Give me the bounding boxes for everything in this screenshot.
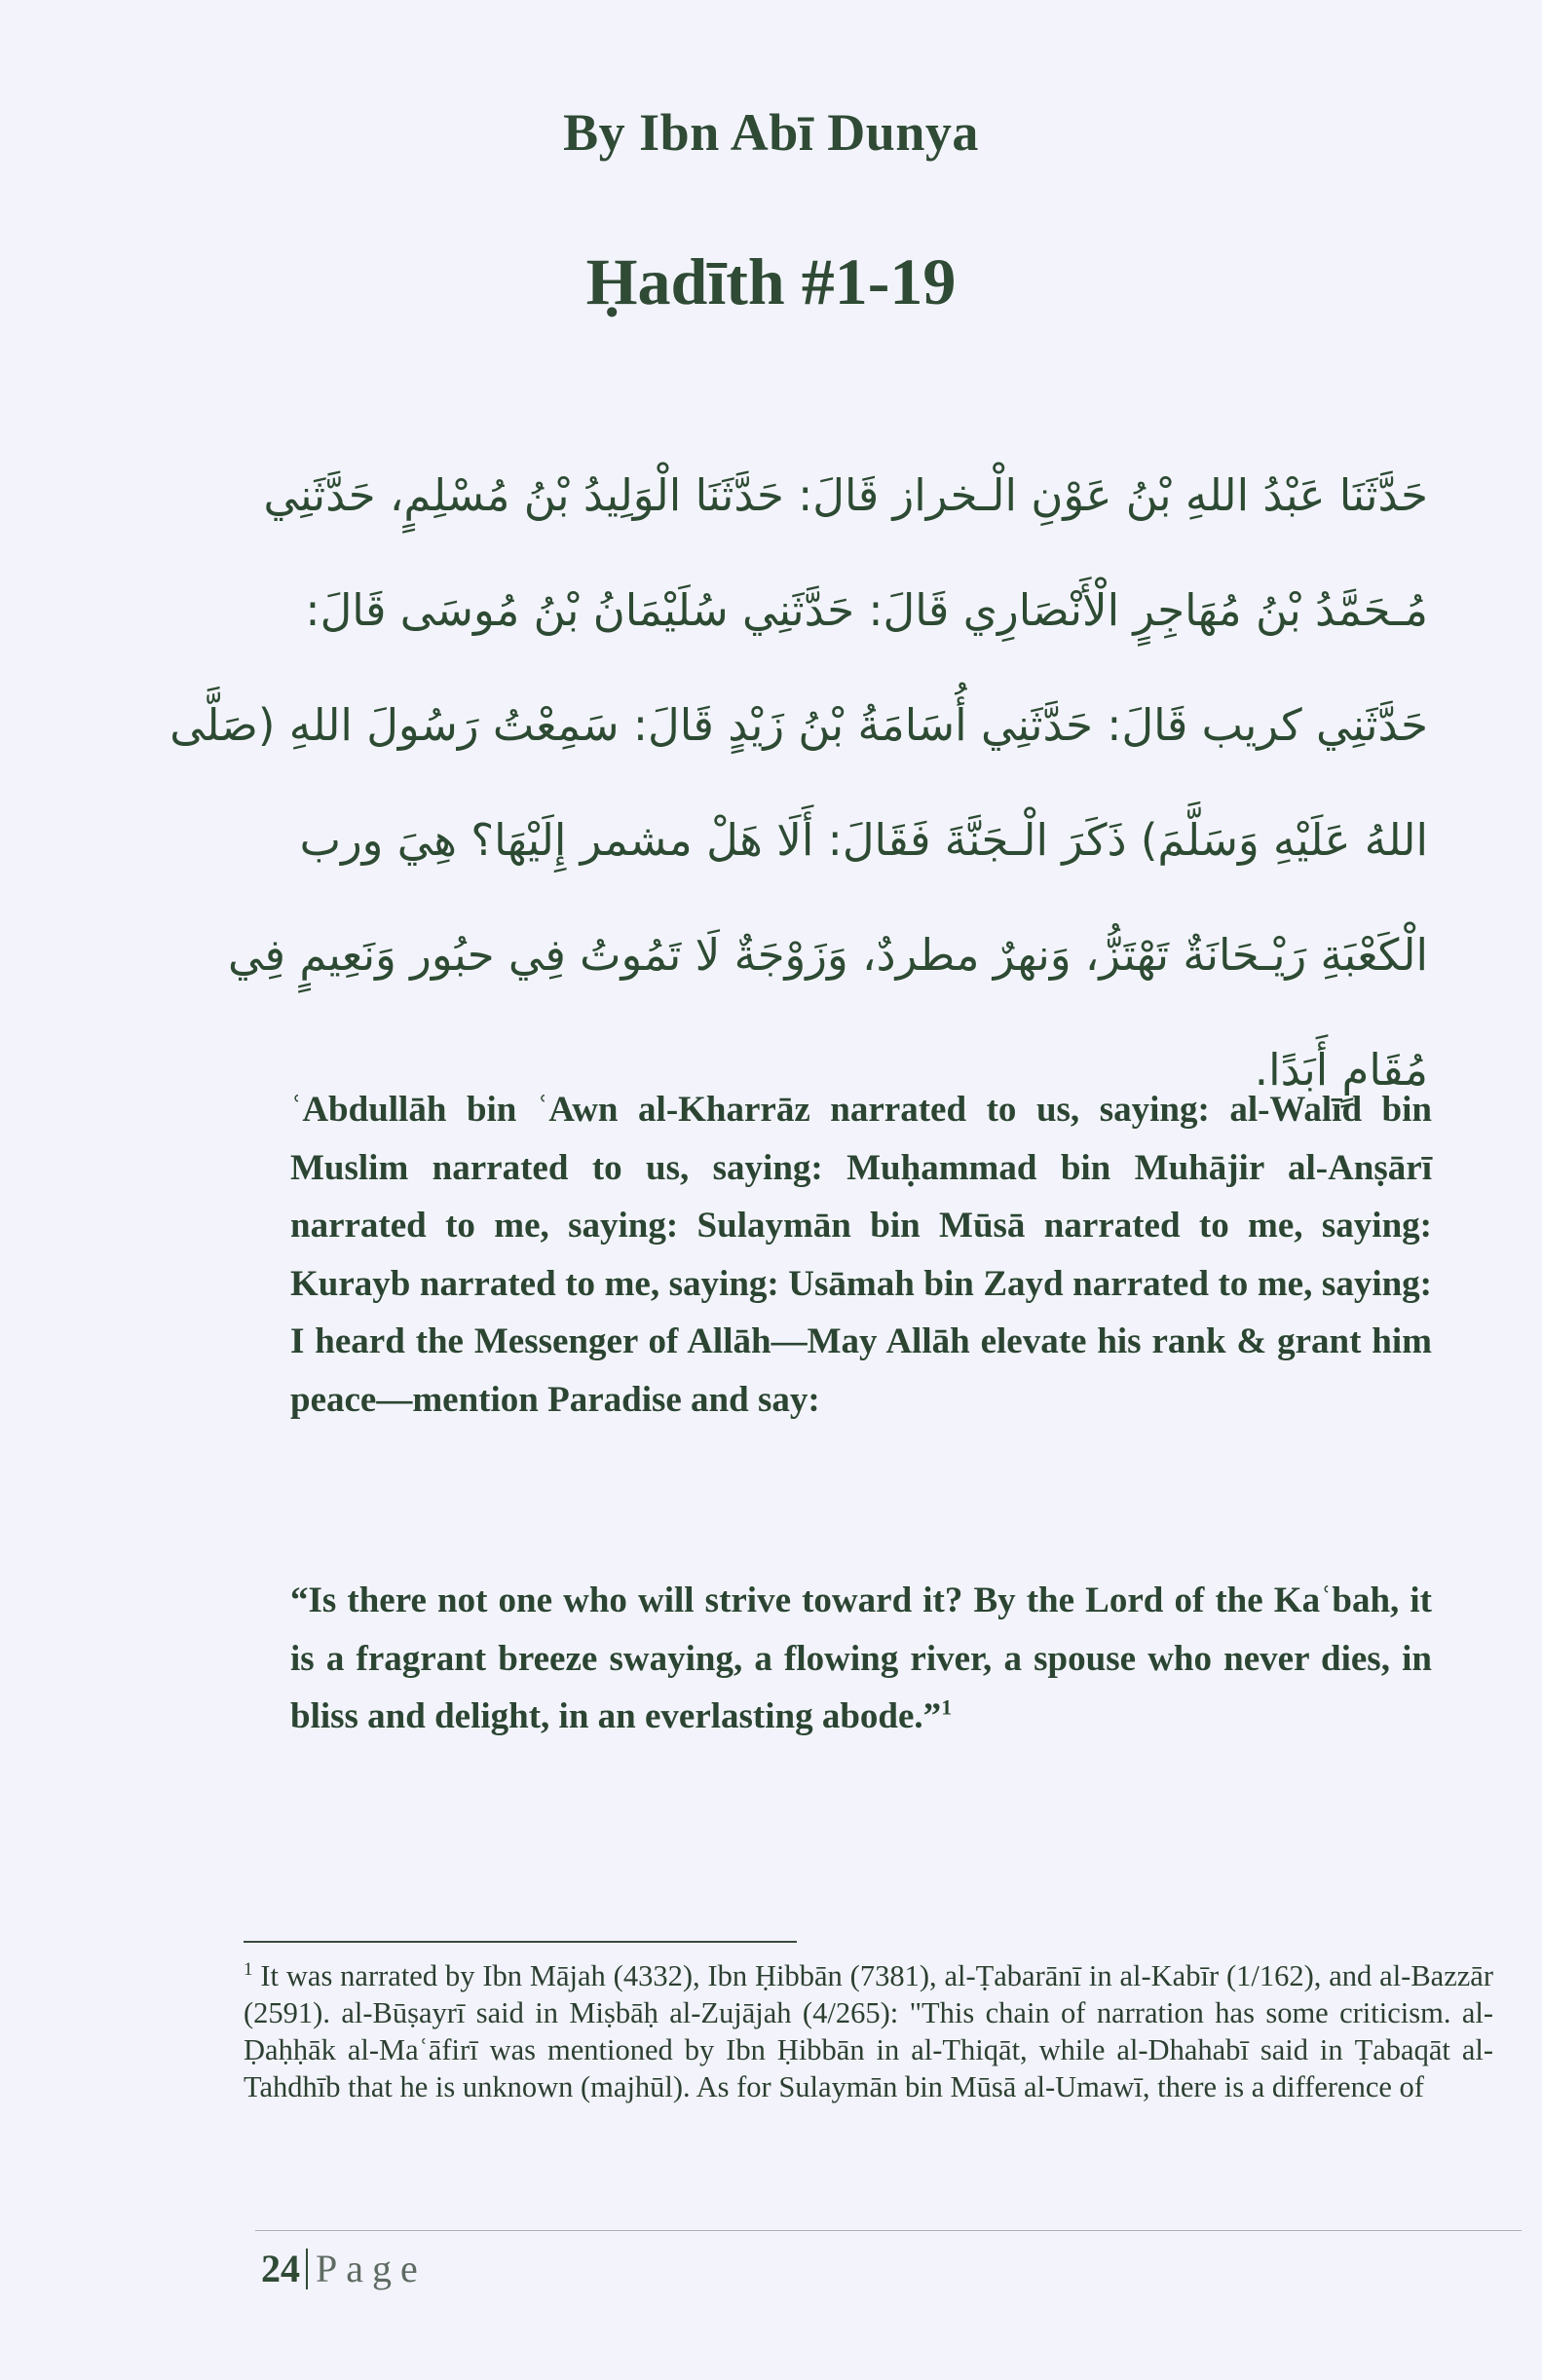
- footnote-text: It was narrated by Ibn Mājah (4332), Ibn Ḥibbān (7381), al-Ṭabarānī in al-Kabīr (1/162), and al-Bazzār (2591). al-Būṣayrī said in Miṣbāḥ al-Zujājah (4/265): "This chain of narration has some criticism. al-Ḍaḥḥāk al-Maʿāfirī was mentioned by Ibn Ḥibbān in al-Thiqāt, while al-Dhahabī said in Ṭabaqāt al-Tahdhīb that he is unknown (majhūl). As for Sulaymān bin Mūsā al-Umawī, there is a difference of: [244, 1959, 1493, 2103]
- translation-quote: [290, 1572, 1432, 1746]
- arabic-line: الْكَعْبَةِ رَيْـحَانَةٌ تَهْتَزُّ، وَنهرٌ مطردٌ، وَزَوْجَةٌ لَا تَمُوتُ فِي حبُور وَنَعِيمٍ فِي: [228, 929, 1428, 981]
- footnote: [244, 1957, 1493, 2105]
- page-separator: [306, 2249, 308, 2289]
- arabic-line: مُـحَمَّدُ بْنُ مُهَاجِرٍ الْأَنْصَارِي قَالَ: حَدَّثَنِي سُلَيْمَانُ بْنُ مُوسَى قَالَ:: [305, 584, 1428, 636]
- arabic-line: حَدَّثَنَا عَبْدُ اللهِ بْنُ عَوْنِ الْـخراز قَالَ: حَدَّثَنَا الْوَلِيدُ بْنُ مُسْلِمٍ، حَدَّثَنِي: [263, 469, 1428, 521]
- footnote-divider: [244, 1941, 797, 1943]
- page-footer: [261, 2242, 427, 2296]
- arabic-line: اللهُ عَلَيْهِ وَسَلَّمَ) ذَكَرَ الْـجَنَّةَ فَقَالَ: أَلَا هَلْ مشمر إِلَيْهَا؟ هِيَ ورب: [299, 814, 1428, 866]
- arabic-line: حَدَّثَنِي كريب قَالَ: حَدَّثَنِي أُسَامَةُ بْنُ زَيْدٍ قَالَ: سَمِعْتُ رَسُولَ اللهِ (صَلَّى: [169, 699, 1428, 751]
- section-heading: Ḥadīth #1-19: [585, 244, 957, 318]
- author-heading: By Ibn Abī Dunya: [563, 103, 979, 162]
- footer-divider: [255, 2230, 1522, 2231]
- page-number: 24: [261, 2247, 300, 2290]
- quote-text: “Is there not one who will strive toward it? By the Lord of the Kaʿbah, it is a fragrant breeze swaying, a flowing river, a spouse who never dies, in bliss and delight, in an everlasting abode.”: [290, 1580, 1432, 1736]
- arabic-line: مُقَامٍ أَبَدًا.: [1254, 1044, 1428, 1096]
- page-label: Page: [316, 2247, 427, 2290]
- translation-chain: ʿAbdullāh bin ʿAwn al-Kharrāz narrated to us, saying: al-Walīd bin Muslim narrated to us, saying: Muḥammad bin Muhājir al-Anṣārī narrated to me, saying: Sulaymān bin Mūsā narrated to me, saying: Kurayb narrated to me, saying: Usāmah bin Zayd narrated to me, saying: I heard the Messenger of Allāh—May Allāh elevate his rank & grant him peace—mention Paradise and say:: [290, 1090, 1432, 1420]
- footnote-reference[interactable]: 1: [941, 1694, 953, 1720]
- arabic-text: [169, 438, 1428, 1128]
- footnote-mark: 1: [244, 1958, 253, 1980]
